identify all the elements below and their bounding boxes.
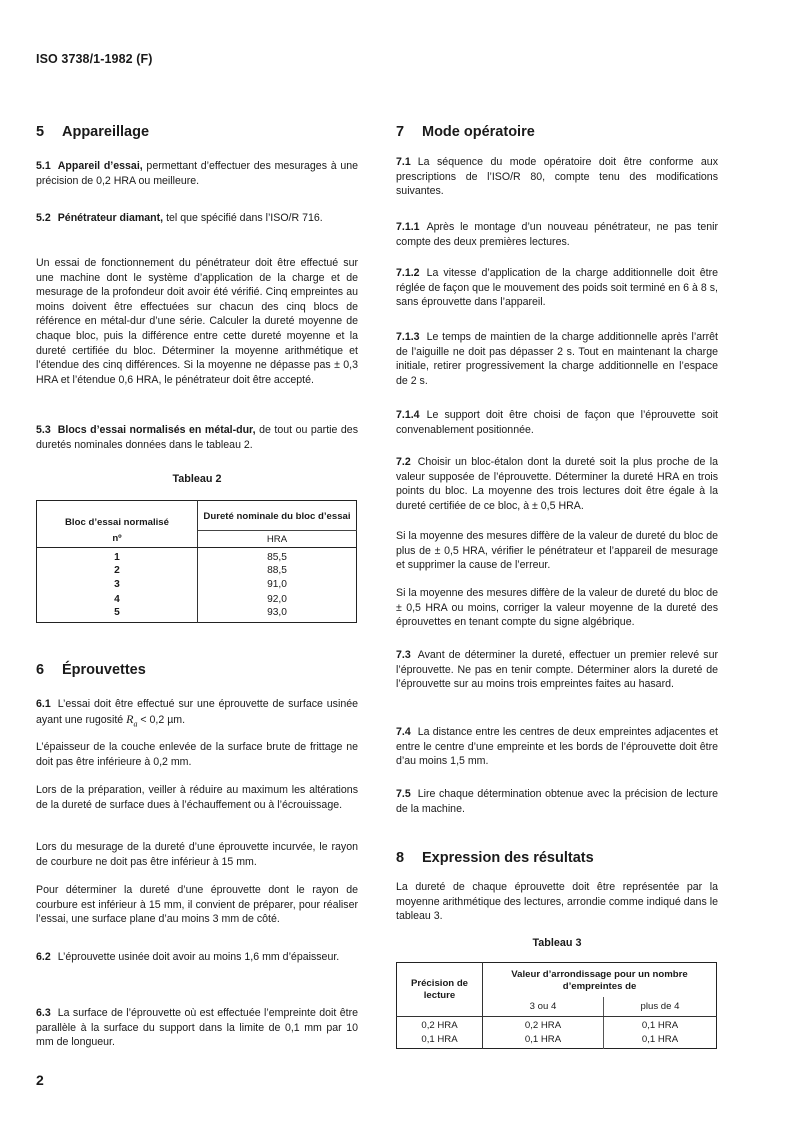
cell-precision: 0,2 HRA (397, 1017, 483, 1033)
cell-hra-value: 85,5 (267, 552, 287, 563)
clause-text: tel que spécifié dans l’ISO/R 716. (163, 212, 323, 224)
clause-6-3 (36, 1006, 358, 1050)
clause-text: Le support doit être choisi de façon que l’éprouvette soit convenablement positionnée. (396, 409, 718, 436)
roughness-letter: R (126, 711, 134, 726)
section-number: 7 (396, 124, 405, 140)
table-row (397, 1017, 717, 1033)
clause-text: La surface de l’éprouvette où est effectuée l’empreinte doit être parallèle à la surface du support dans la limite de 0,1 mm par 10 mm de longueur. (36, 1007, 358, 1049)
paragraph-6-1-radius: Pour déterminer la dureté d’une éprouvette dont le rayon de courbure est inférieur à 15 mm, il convient de préparer, pour réaliser l’essai, une surface plane d’au moins 3 mm de côté. (36, 884, 358, 926)
cell-hra-value: 91,0 (267, 579, 287, 591)
clause-number: 6.3 (36, 1007, 51, 1019)
clause-7-2 (396, 455, 718, 513)
clause-number: 5.1 (36, 160, 51, 172)
clause-number: 7.5 (396, 788, 411, 800)
cell-plus-de-4: 0,1 HRA (641, 1020, 679, 1032)
section-7-heading (396, 124, 718, 140)
clause-text: Le temps de maintien de la charge additionnelle après l’arrêt de l’aiguille ne doit pas dépasser 2 s. Tout en maintenant la charge initiale, retirer progressivement la charge additionnelle en l’espace de 2 s. (396, 331, 718, 387)
table-header-plus-de-4: plus de 4 (604, 997, 717, 1017)
cell-3-ou-4: 0,2 HRA (483, 1017, 604, 1033)
paragraph-8-results: La dureté de chaque éprouvette doit être représentée par la moyenne arithmétique des lectures, arrondie comme indiqué dans le tableau 3. (396, 881, 718, 923)
table-header-3-ou-4: 3 ou 4 (483, 997, 604, 1017)
clause-term: Appareil d’essai, (57, 160, 143, 172)
clause-text: L’éprouvette usinée doit avoir au moins 1,6 mm d’épaisseur. (57, 951, 340, 963)
clause-term: Pénétrateur diamant, (57, 212, 164, 224)
clause-7-5 (396, 787, 718, 816)
clause-text: Après le montage d’un nouveau pénétrateur, ne pas tenir compte des deux premières lectures. (396, 221, 718, 248)
table-3-title: Tableau 3 (532, 937, 582, 949)
clause-text: de tout ou partie des duretés nominales données dans le tableau 2. (36, 424, 358, 451)
cell-bloc-number: 2 (37, 563, 198, 578)
clause-7-1-4 (396, 408, 718, 437)
table-row (397, 1033, 717, 1049)
cell-hra-value: 88,5 (267, 564, 287, 576)
clause-number: 7.2 (396, 456, 411, 468)
paragraph-5-2-test: Un essai de fonctionnement du pénétrateur doit être effectué sur une machine dont le système d’application de la charge et de mesurage de la profondeur doit avoir été vérifié. Cinq empreintes au moins doivent être effectuées sur chacun des cinq blocs de référence en métal-dur d’une série. Calculer la dureté moyenne de chaque bloc, puis la différence entre cette dureté moyenne et la dureté certifiée du bloc. Déterminer la moyenne arithmétique et l’étendue des cinq différences. Si la moyenne ne dépasse pas ± 0,3 HRA et l’étendue 0,6 HRA, le pénétrateur doit être accepté. (36, 257, 358, 386)
table-row (37, 592, 357, 607)
table-header-bloc: Bloc d’essai normalisé (37, 501, 198, 531)
cell-bloc-number: 4 (37, 592, 198, 607)
section-title: Éprouvettes (62, 662, 146, 678)
page-number: 2 (36, 1072, 44, 1088)
clause-6-2 (36, 950, 358, 965)
section-title: Appareillage (62, 124, 150, 140)
cell-plus-de-4: 0,1 HRA (641, 1033, 679, 1045)
table-subheader-hra: HRA (198, 531, 357, 548)
clause-7-3 (396, 648, 718, 692)
table-2-title: Tableau 2 (172, 473, 222, 485)
clause-number: 6.2 (36, 951, 51, 963)
clause-number: 5.3 (36, 424, 51, 436)
clause-text: L’essai doit être effectué sur une éprouvette de surface usinée ayant une rugosité (36, 698, 358, 726)
cell-3-ou-4: 0,1 HRA (483, 1033, 604, 1049)
paragraph-7-2-verify: Si la moyenne des mesures diffère de la valeur de dureté du bloc de plus de ± 0,5 HRA, vérifier le pénétrateur et l’appareil de mesurage et supprimer la cause de l’erreur. (396, 530, 718, 572)
clause-number: 6.1 (36, 698, 51, 710)
clause-5-3 (36, 423, 358, 452)
clause-text: La distance entre les centres de deux empreintes adjacentes et entre le centre d’une empreinte et les bords de l’éprouvette doit être d’au moins 1,5 mm. (396, 726, 718, 768)
roughness-subscript: a (133, 718, 138, 728)
clause-number: 7.3 (396, 649, 411, 661)
clause-5-2 (36, 211, 358, 226)
clause-number: 7.1.2 (396, 267, 420, 279)
clause-text: La vitesse d’application de la charge additionnelle doit être réglée de façon que le mouvement des poids soit terminé en 6 à 8 s, sans éprouvette dans l’appareil. (396, 267, 718, 309)
clause-text-after: < 0,2 µm. (137, 713, 186, 726)
clause-5-1 (36, 159, 358, 188)
section-number: 8 (396, 850, 405, 866)
clause-number: 7.4 (396, 726, 411, 738)
table-header-precision: Précision de lecture (397, 963, 483, 1017)
document-id: ISO 3738/1-1982 (F) (36, 52, 153, 66)
section-8-heading (396, 850, 718, 866)
section-6-heading (36, 662, 358, 678)
clause-text: permettant d’effectuer des mesurages à une précision de 0,2 HRA ou meilleure. (36, 160, 358, 187)
section-5-heading (36, 124, 358, 140)
clause-text: Avant de déterminer la dureté, effectuer un premier relevé sur l’éprouvette. Ne pas en tenir compte. Déterminer alors la dureté de l’éprouvette sur au moins trois empreintes faites au hasard. (396, 649, 718, 691)
section-title: Mode opératoire (422, 124, 535, 140)
table-row (37, 563, 357, 578)
table-header-durete: Dureté nominale du bloc d’essai (198, 501, 357, 531)
clause-text: La séquence du mode opératoire doit être conforme aux prescriptions de l’ISO/R 80, compte tenu des modifications suivantes. (396, 156, 718, 198)
cell-hra-value: 92,0 (267, 593, 287, 605)
table-3 (396, 962, 717, 1049)
cell-precision: 0,1 HRA (397, 1033, 483, 1049)
table-row (37, 607, 357, 623)
paragraph-6-1-preparation: Lors de la préparation, veiller à réduire au maximum les altérations de la dureté de surface dues à l’échauffement ou à l’écrouissage. (36, 784, 358, 811)
cell-hra-value: 93,0 (267, 606, 287, 618)
clause-7-1-2 (396, 266, 718, 310)
clause-text: Lire chaque détermination obtenue avec la précision de lecture de la machine. (396, 788, 718, 815)
clause-7-1-3 (396, 330, 718, 388)
roughness-symbol (126, 712, 137, 726)
clause-number: 7.1 (396, 156, 411, 168)
clause-number: 7.1.3 (396, 331, 420, 343)
paragraph-6-1-thickness: L’épaisseur de la couche enlevée de la surface brute de frittage ne doit pas être inférieure à 0,2 mm. (36, 741, 358, 768)
clause-number: 5.2 (36, 212, 51, 224)
clause-text: Choisir un bloc-étalon dont la dureté soit la plus proche de la valeur supposée de l’éprouvette. Déterminer la dureté HRA en trois points du bloc. La moyenne des trois lectures doit être égale à la dureté certifiée de ce bloc, à ± 0,5 HRA. (396, 456, 718, 512)
cell-bloc-number: 5 (37, 607, 198, 623)
section-number: 5 (36, 124, 45, 140)
clause-number: 7.1.1 (396, 221, 420, 233)
clause-7-1-1 (396, 220, 718, 249)
clause-number: 7.1.4 (396, 409, 420, 421)
table-2 (36, 500, 357, 623)
table-subheader-no: nº (37, 531, 198, 548)
clause-7-1 (396, 155, 718, 199)
paragraph-7-2-correct: Si la moyenne des mesures diffère de la valeur de dureté du bloc de ± 0,5 HRA ou moins, corriger la valeur moyenne de la dureté des éprouvettes en tenant compte du signe algébrique. (396, 587, 718, 629)
table-header-rounding: Valeur d’arrondissage pour un nombre d’empreintes de (511, 968, 688, 992)
clause-7-4 (396, 725, 718, 769)
cell-bloc-number: 3 (37, 578, 198, 593)
section-number: 6 (36, 662, 45, 678)
clause-term: Blocs d’essai normalisés en métal-dur, (57, 424, 256, 436)
table-row (37, 548, 357, 564)
paragraph-6-1-curved: Lors du mesurage de la dureté d’une éprouvette incurvée, le rayon de courbure ne doit pas être inférieur à 15 mm. (36, 841, 358, 868)
clause-6-1 (36, 697, 358, 732)
section-title: Expression des résultats (422, 850, 594, 866)
table-row (37, 578, 357, 593)
cell-bloc-number: 1 (37, 548, 198, 564)
